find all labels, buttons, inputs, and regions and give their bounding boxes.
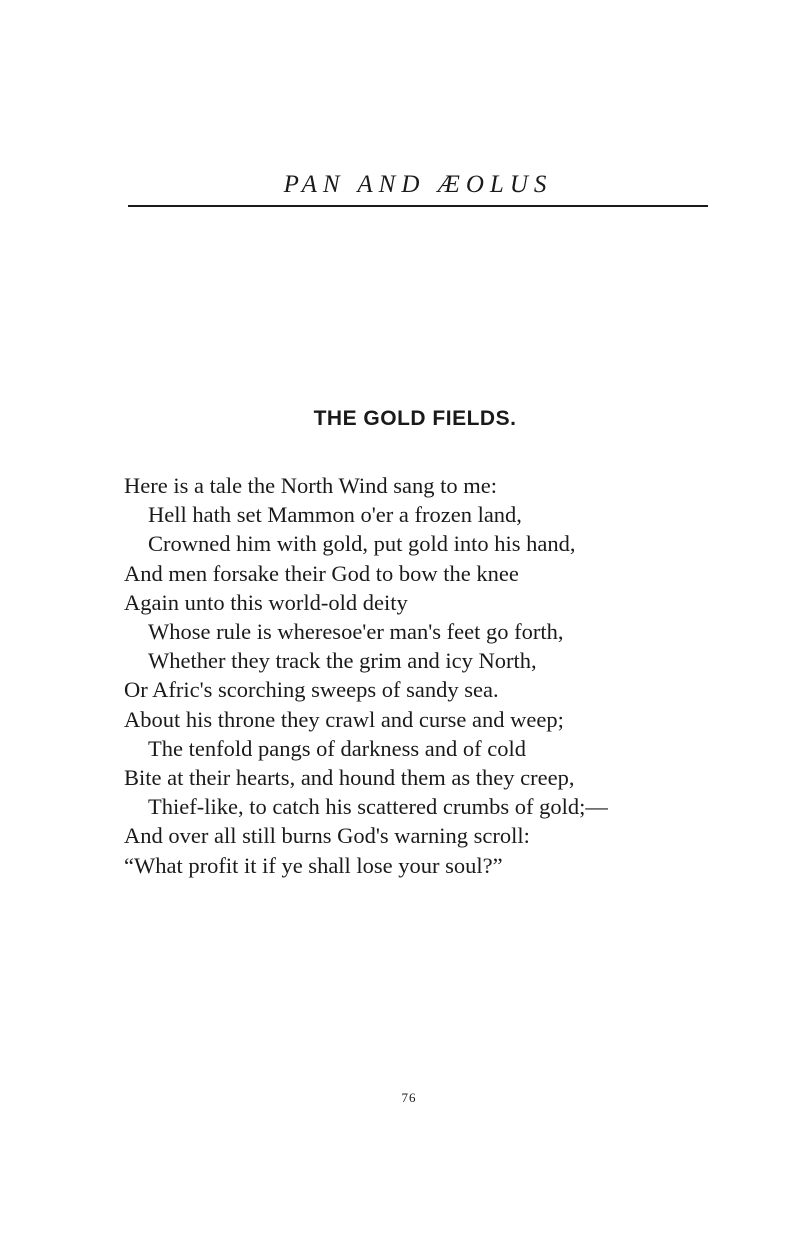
verse-line: Whose rule is wheresoe'er man's feet go forth, <box>148 619 564 645</box>
verse-line: Whether they track the grim and icy North, <box>148 648 537 674</box>
verse-line: And over all still burns God's warning scroll: <box>124 823 530 849</box>
verse-line: Or Afric's scorching sweeps of sandy sea. <box>124 677 499 703</box>
verse-line: The tenfold pangs of darkness and of cold <box>148 735 527 761</box>
verse-line: Crowned him with gold, put gold into his hand, <box>148 531 576 557</box>
page-number: 76 <box>401 1090 417 1105</box>
verse-line: About his throne they crawl and curse and weep; <box>124 706 564 732</box>
verse-line: And men forsake their God to bow the knee <box>124 560 519 586</box>
verse-line: Bite at their hearts, and hound them as they creep, <box>124 765 575 791</box>
verse-line: Hell hath set Mammon o'er a frozen land, <box>148 502 522 528</box>
verse-line: Here is a tale the North Wind sang to me: <box>124 473 497 498</box>
verse-line: Again unto this world-old deity <box>124 589 408 615</box>
header-rule <box>128 205 708 207</box>
verse-line: Thief-like, to catch his scattered crumbs of gold;— <box>148 794 608 820</box>
running-header: PAN AND ÆOLUS <box>283 171 553 198</box>
verse-line: “What profit it if ye shall lose your soul?” <box>124 852 503 878</box>
poem-title: THE GOLD FIELDS. <box>313 407 517 430</box>
poem-body <box>124 471 744 880</box>
